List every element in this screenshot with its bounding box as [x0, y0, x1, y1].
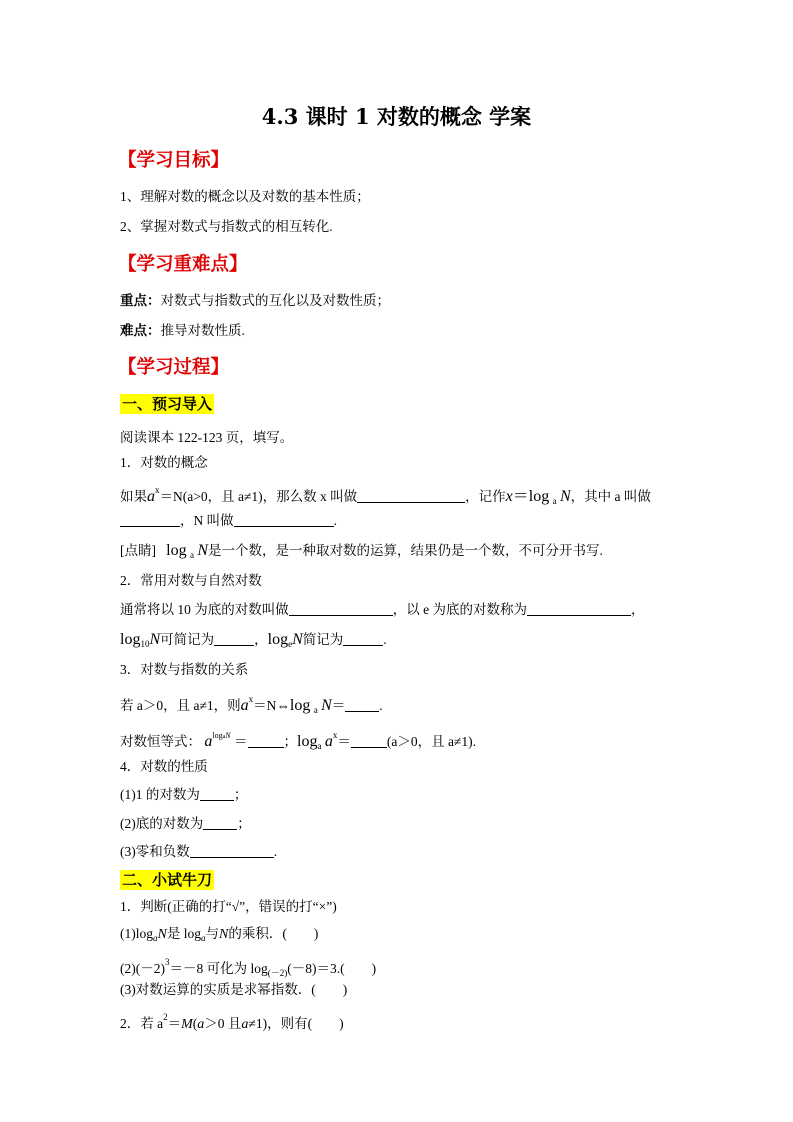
note-label: [点睛] [120, 543, 156, 558]
math-sub: e [288, 639, 293, 649]
math-N: N [292, 631, 303, 648]
math-eq: ＝ [512, 488, 529, 505]
text: . [383, 632, 387, 647]
text: ＞0 且 [204, 1016, 242, 1031]
text: (－8)＝3.( ) [287, 961, 377, 976]
math-N: N [149, 631, 161, 648]
text: ＝N(a>0，且 a≠1)，那么数 x 叫做 [159, 489, 358, 504]
judgement-item [120, 953, 376, 982]
text: ＝ [337, 734, 351, 749]
part2-heading: 二、小试牛刀 [122, 871, 213, 889]
math-sup: N [225, 731, 231, 740]
key-points-heading: 【学习重难点】 [118, 254, 248, 275]
math-sub: a [313, 705, 318, 715]
judgement-item: (3)对数运算的实质是求幂指数．( ) [120, 982, 348, 997]
difficulty-label: 难点： [120, 323, 161, 338]
text: 通常将以 10 为底的对数叫做 [120, 602, 289, 617]
math-sup: 3 [164, 957, 170, 967]
text: (2)底的对数为 [120, 816, 204, 831]
math-a: a [197, 1017, 205, 1032]
text: (a＞0，且 a≠1). [386, 734, 476, 749]
text: 是一个数，是一种取对数的运算，结果仍是一个数，不可分开书写. [208, 543, 603, 558]
math-log: log [166, 542, 187, 559]
math-sub: 10 [140, 639, 150, 649]
text: . [379, 698, 383, 713]
text: ， [631, 602, 645, 617]
math-sup: x [155, 485, 160, 495]
math-log: log [528, 488, 550, 505]
math-N: N [559, 488, 571, 505]
text: 可简记为 [160, 632, 215, 647]
definition-line-2 [120, 512, 337, 530]
text: 如果 [120, 489, 147, 504]
blank-field[interactable] [357, 490, 465, 503]
math-sub: a [222, 734, 226, 740]
common-log-line [120, 601, 645, 619]
text: 对数恒等式： [120, 734, 201, 749]
blank-field[interactable] [289, 603, 393, 616]
text: (1)1 的对数为 [120, 787, 200, 802]
math-log: log [297, 733, 318, 750]
text: . [333, 513, 337, 528]
blank-field[interactable] [234, 514, 334, 527]
definition-line [120, 481, 651, 510]
goal-item: 1、理解对数的概念以及对数的基本性质； [120, 189, 370, 204]
focus-line [120, 292, 390, 310]
math-M: M [181, 1017, 193, 1032]
text: 2．若 a [120, 1016, 164, 1031]
text: (2)(－2) [120, 961, 165, 976]
property-item [120, 786, 247, 804]
note-line [120, 542, 603, 564]
text: ，记作 [465, 489, 506, 504]
text: ； [233, 787, 248, 802]
blank-field[interactable] [200, 788, 234, 801]
math-sub: a [200, 933, 206, 943]
text: 简记为 [302, 632, 344, 647]
math-x: x [505, 488, 513, 505]
section-title: 1．对数的概念 [120, 455, 208, 470]
section-title: 4．对数的性质 [120, 759, 208, 774]
math-sub: a [317, 741, 322, 751]
math-sup: x [248, 694, 254, 704]
text: ＝ [234, 734, 248, 749]
blank-field[interactable] [248, 735, 284, 748]
math-a: a [204, 733, 213, 750]
section-title: 3．对数与指数的关系 [120, 662, 249, 677]
reading-instruction: 阅读课本 122-123 页，填写。 [120, 430, 294, 445]
text: ＝N⇔ [253, 698, 290, 713]
math-a: a [241, 1017, 249, 1032]
text: 的乘积．( ) [228, 926, 319, 941]
text: ，以 e 为底的对数称为 [392, 602, 527, 617]
math-N: N [157, 927, 167, 942]
math-N: N [321, 697, 332, 714]
text: (1)log [120, 926, 153, 941]
goals-heading: 【学习目标】 [118, 150, 230, 171]
text: ，其中 a 叫做 [570, 489, 651, 504]
text: (3)零和负数 [120, 844, 190, 859]
blank-field[interactable] [351, 735, 387, 748]
judgement-item [120, 925, 318, 947]
text: ＝ [167, 1016, 182, 1031]
text: 是 log [166, 926, 201, 941]
math-sub: a [189, 550, 194, 560]
text: ＝－8 可化为 log [169, 961, 268, 976]
difficulty-line [120, 322, 245, 340]
math-a: a [240, 697, 249, 714]
text: ， [254, 632, 268, 647]
abbreviation-line [120, 631, 387, 653]
question-title: 1．判断(正确的打“√”，错误的打“×”) [120, 899, 337, 914]
math-N: N [218, 927, 229, 942]
text: ； [283, 734, 297, 749]
blank-field[interactable] [527, 603, 631, 616]
math-log: log [267, 631, 289, 648]
math-N: N [197, 542, 208, 559]
blank-field[interactable] [120, 514, 180, 527]
blank-field[interactable] [214, 633, 254, 646]
math-a: a [147, 488, 155, 505]
math-sub: a [552, 496, 557, 506]
text: . [273, 844, 278, 859]
question-2 [120, 1008, 344, 1034]
relation-line [120, 690, 383, 719]
identity-line [120, 726, 476, 755]
text: 与 [205, 926, 219, 941]
property-item [120, 815, 251, 833]
focus-text: 对数式与指数式的互化以及对数性质； [160, 293, 390, 308]
text: ，N 叫做 [180, 513, 234, 528]
property-item [120, 843, 277, 861]
math-sup: x [332, 730, 338, 740]
page-title: 4.3 课时 1 对数的概念 学案 [261, 104, 532, 129]
text: ≠1)，则有( ) [248, 1016, 344, 1031]
math-sup: 2 [163, 1012, 168, 1022]
math-sup: log [212, 731, 223, 740]
math-a: a [324, 733, 333, 750]
text: ； [237, 816, 251, 831]
math-sub: (－2) [267, 968, 288, 978]
blank-field[interactable] [203, 817, 237, 830]
math-log: log [289, 697, 311, 714]
difficulty-text: 推导对数性质. [160, 323, 245, 338]
focus-label: 重点： [120, 293, 161, 308]
blank-field[interactable] [345, 699, 379, 712]
math-sub: a [153, 933, 158, 943]
goal-item: 2、掌握对数式与指数式的相互转化. [120, 219, 333, 234]
part1-heading: 一、预习导入 [122, 395, 213, 413]
text: 若 a＞0，且 a≠1，则 [120, 698, 241, 713]
process-heading: 【学习过程】 [118, 357, 230, 378]
section-title: 2．常用对数与自然对数 [120, 573, 262, 588]
blank-field[interactable] [190, 845, 274, 858]
text: ＝ [331, 698, 346, 713]
math-log: log [120, 631, 141, 648]
blank-field[interactable] [343, 633, 383, 646]
text: ( [192, 1016, 198, 1031]
